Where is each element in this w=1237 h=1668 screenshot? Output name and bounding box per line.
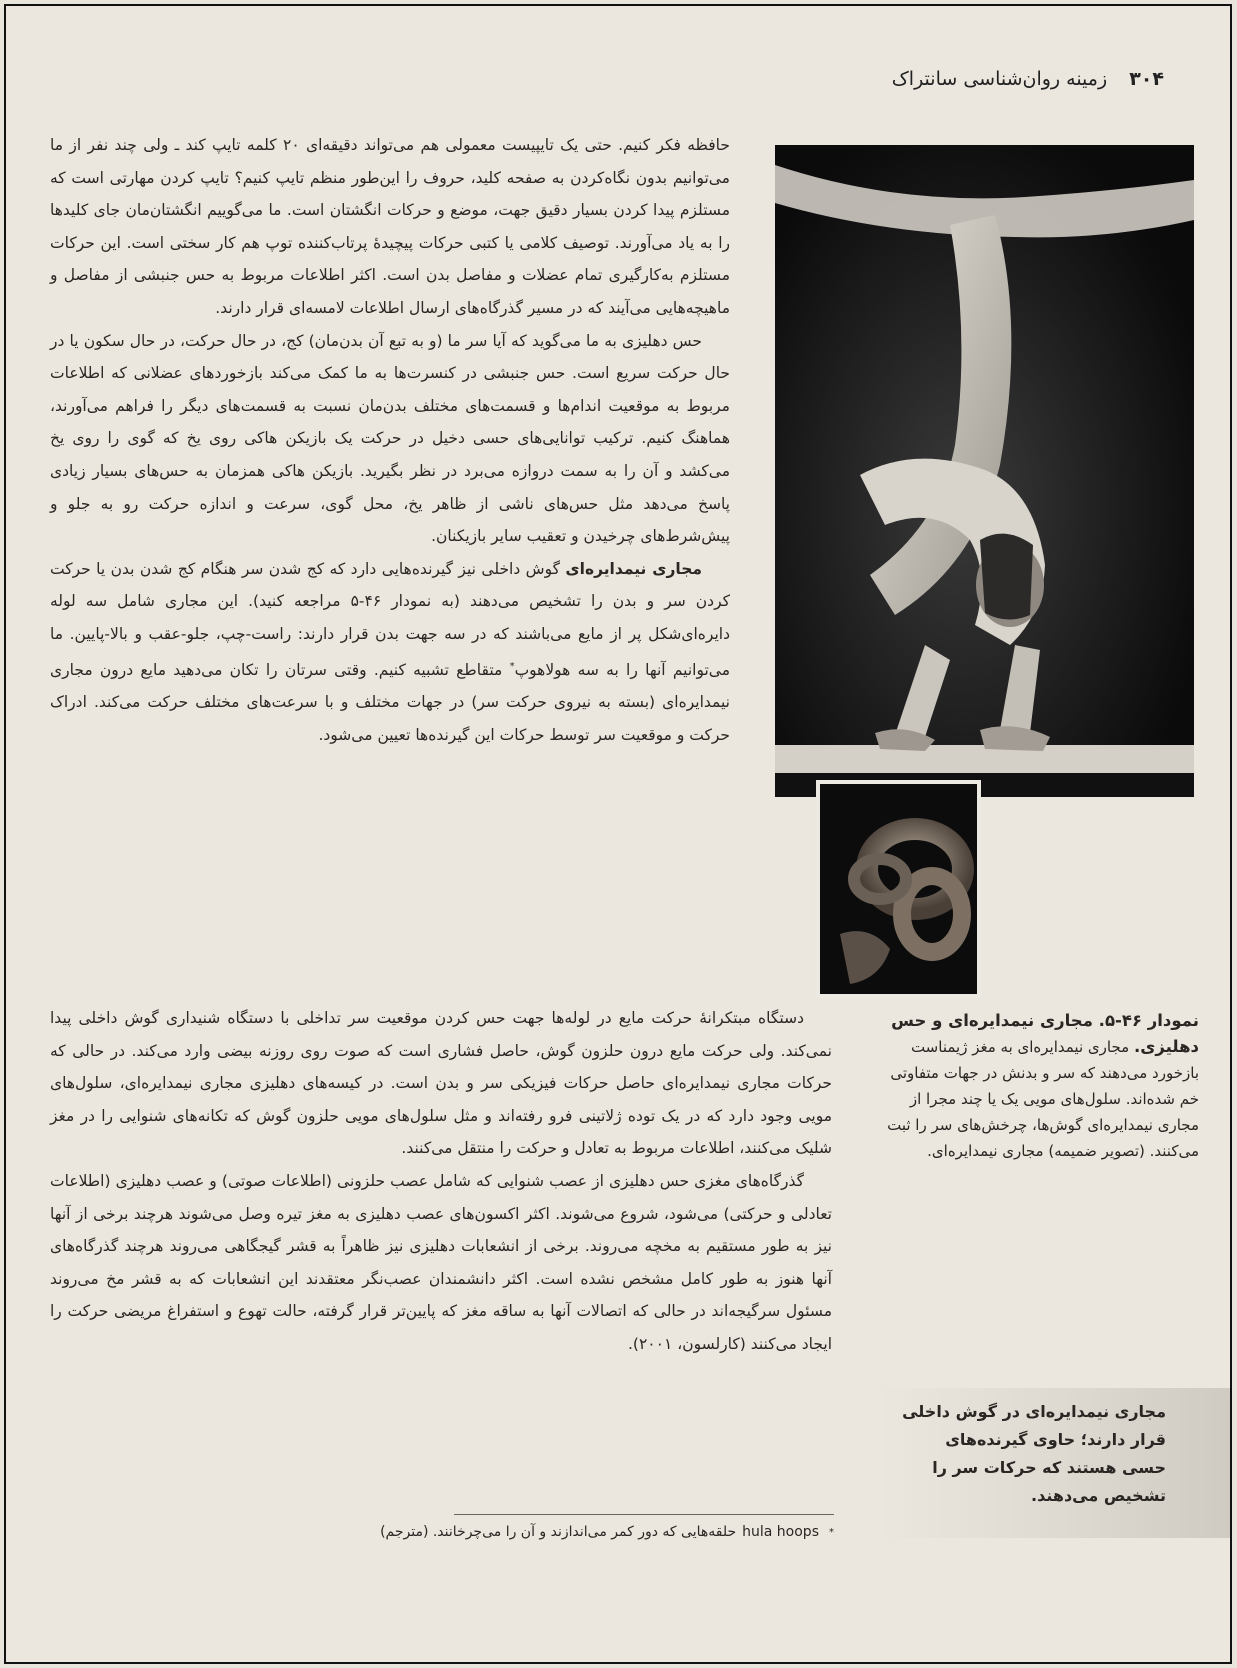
paragraph-text-part-a: گوش داخلی نیز گیرنده‌هایی دارد که کج شدن سر هنگام کج شدن بدن یا حرکت کردن سر و بدن را تشخیص می‌دهند (به نمودار <box>50 559 730 611</box>
footnote-divider <box>454 1514 834 1515</box>
footnote-text: حلقه‌هایی که دور کمر می‌اندازند و آن را می‌چرخانند. (مترجم) <box>380 1524 737 1540</box>
paragraph-vestibular-sense: حس دهلیزی به ما می‌گوید که آیا سر ما (و به تبع آن بدن‌مان) کج، در حال حرکت، در حال سکون یا در حال حرکت سریع است. حس جنبشی در کنسرت‌ها به ما کمک می‌کند بازخوردهای عضلانی که اطلاعات مربوط به موقعیت اندام‌ها و قسمت‌های مختلف بدن‌مان نسبت به قسمت‌های دیگر را فراهم می‌آورند، هماهنگ کنیم. ترکیب توانایی‌های حسی دخیل در حرکت یک بازیکن هاکی روی یخ که گوی را روی یخ می‌کشد و آن را به سمت دروازه می‌برد در نظر بگیرید. بازیکن هاکی همزمان به حس‌های بسیار زیادی پاسخ می‌دهد مثل حس‌های ناشی از ظاهر یخ، محل گوی، سرعت و اندازه حرکت رو به جلو و پیش‌شرط‌های چرخیدن و تعقیب سایر بازیکنان. <box>50 331 730 546</box>
paragraph-fluid-motion: دستگاه مبتکرانهٔ حرکت مایع در لوله‌ها جهت حس کردن موقعیت سر تداخلی با دستگاه شنیداری گوش داخلی پیدا نمی‌کند. ولی حرکت مایع درون حلزون گوش، حاصل فشاری است که صوت روی روزنه بیضی وارد می‌کند. در حالی که حرکات مجاری نیمدایره‌ای حاصل حرکات فیزیکی سر و بدن است. در کیسه‌های دهلیزی مجاری نیمدایره‌ای، سلول‌های مویی وجود دارد که در یک توده ژلاتینی فرو رفته‌اند و مثل سلول‌های مویی حلزون گوش که تکانه‌های شنوایی را در مغز شلیک می‌کنند، اطلاعات مربوط به تعادل و حرکت را منتقل می‌کنند. <box>50 1009 832 1158</box>
paragraph-neural-pathways: گذرگاه‌های مغزی حس دهلیزی از عصب شنوایی که شامل عصب حلزونی (اطلاعات صوتی) و عصب دهلیزی (اطلاعات تعادلی و حرکتی) می‌شود، شروع می‌شوند. اکثر اکسون‌های عصب دهلیزی به مغز تیره وصل می‌شوند هرچند برخی از آنها نیز به طور مستقیم به مخچه می‌روند. برخی از انشعابات دهلیزی نیز ظاهراً به قشر گیجگاهی می‌روند هرچند گذرگاه‌های آنها هنوز به طور کامل مشخص نشده است. اکثر دانشمندان عصب‌نگر معتقدند این انشعابات که به قشر مخ می‌روند مسئول سرگیجه‌اند در حالی که اتصالات آنها به ساقه مغز که پایین‌تر قرار گرفته، حالت تهوع و استفراغ مریضی حرکت را ایجاد می‌کنند (کارلسون، ۲۰۰۱). <box>50 1171 832 1353</box>
margin-sidenote: مجاری نیمدایره‌ای در گوش داخلی قرار دارند؛ حاوی گیرنده‌های حسی هستند که حرکات سر را تشخیص می‌دهند. <box>902 1402 1166 1505</box>
top-text-column <box>50 129 730 751</box>
footnote-marker-ref: * <box>509 660 515 672</box>
footnote-latin-term: hula hoops <box>742 1524 819 1540</box>
paragraph-text-part-b: مراجعه کنید). این مجاری شامل سه لوله دایره‌ای‌شکل پر از مایع می‌باشند که در سه جهت بدن قرار دارند: راست-چپ، جلو-عقب و بالا-پایین. ما می‌توانیم آنها را به سه هولاهوپ <box>50 592 730 679</box>
key-term: مجاری نیمدایره‌ای <box>565 559 702 578</box>
figure-reference: ۴۶-۵ <box>350 592 382 611</box>
paragraph-text-part-c: متقاطع تشبیه کنیم. وقتی سرتان را تکان می‌دهید مایع درون مجاری نیمدایره‌ای (بسته به نیروی حرکت سر) در جهات مختلف و با سرعت‌های مختلف حرکت می‌کند. ادراک حرکت و موقعیت سر توسط حرکات این گیرنده‌ها تعیین می‌شود. <box>50 660 730 744</box>
page-number: ۳۰۴ <box>1129 68 1164 90</box>
semicircular-canals-inset-photo <box>816 780 981 998</box>
figure-caption-title: نمودار ۴۶-۵. مجاری نیمدایره‌ای و حس دهلیزی. <box>891 1011 1199 1056</box>
paragraph-semicircular-canals <box>50 553 730 752</box>
gymnast-photo <box>775 145 1194 797</box>
bottom-text-column <box>50 1002 832 1361</box>
footnote-marker: * <box>829 1526 834 1538</box>
figure-caption <box>881 1008 1199 1164</box>
running-header <box>892 68 1164 90</box>
paragraph-typing: حافظه فکر کنیم. حتی یک تایپیست معمولی هم می‌تواند دقیقه‌ای ۲۰ کلمه تایپ کند ـ ولی چند نفر از ما می‌توانیم بدون نگاه‌کردن به صفحه کلید، حروف را این‌طور منظم تایپ کنیم؟ تایپ کردن مهارتی است که مستلزم پیدا کردن بسیار دقیق جهت، موضع و حرکات انگشتان است. ما می‌گوییم انگشتان‌مان جای کلیدها را به یاد می‌آورند. توصیف کلامی یا کتبی حرکات پیچیدهٔ پرتاب‌کننده توپ هم کار سختی است. این حرکات مستلزم به‌کارگیری تمام عضلات و مفاصل بدن است. اکثر اطلاعات مربوط به حس جنبشی از مفاصل و ماهیچه‌هایی می‌آیند که در مسیر گذرگاه‌های ارسال اطلاعات لامسه‌ای قرار دارند. <box>50 136 730 317</box>
running-title: زمینه روان‌شناسی سانتراک <box>891 68 1108 90</box>
footnote <box>286 1524 834 1540</box>
book-page <box>4 4 1232 1664</box>
figure-caption-body: مجاری نیمدایره‌ای به مغز ژیمناست بازخورد می‌دهند که سر و بدنش در جهات متفاوتی خم شده‌اند. سلول‌های مویی یک یا چند مجرا از مجاری نیمدایره‌ای گوش‌ها، چرخش‌های سر را ثبت می‌کنند. (تصویر ضمیمه) مجاری نیمدایره‌ای. <box>887 1038 1199 1160</box>
